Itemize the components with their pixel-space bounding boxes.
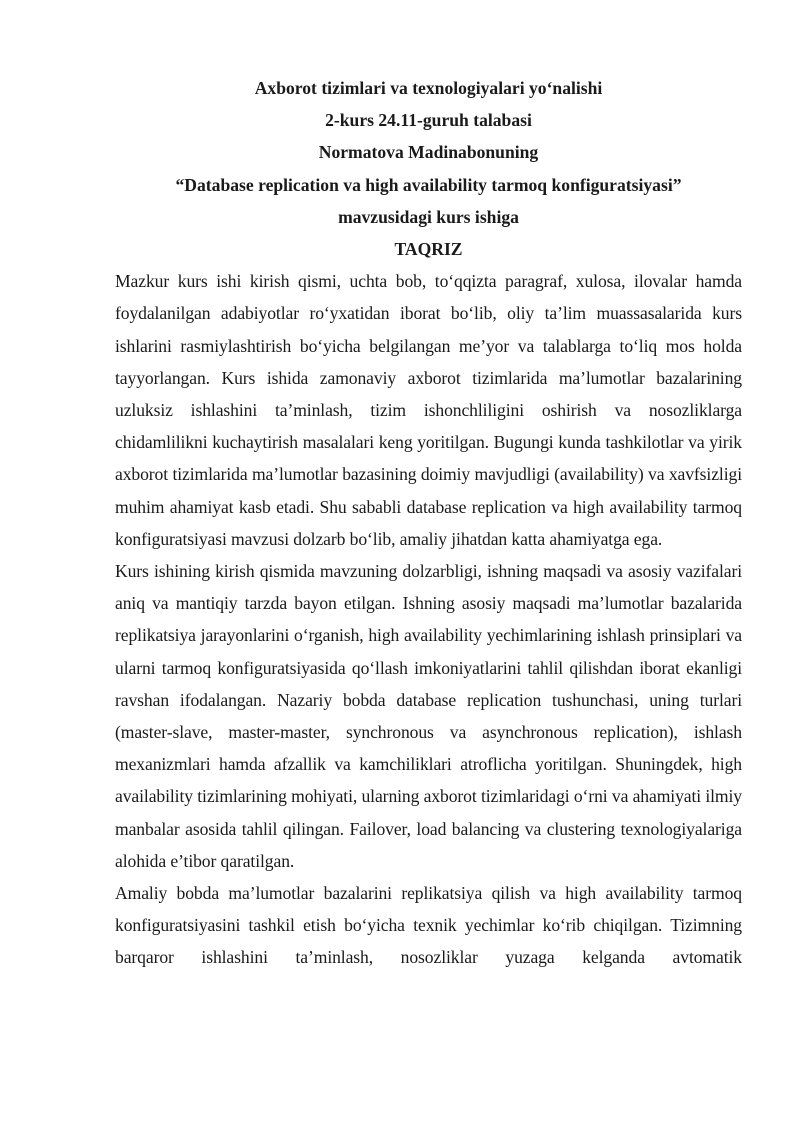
document-page [115,72,742,974]
heading-course-work: mavzusidagi kurs ishiga [338,206,519,227]
paragraph-theory: Kurs ishining kirish qismida mavzuning dolzarbligi, ishning maqsadi va asosiy vazifalari aniq va mantiqiy tarzda bayon etilgan. Ishning asosiy maqsadi ma’lumotlar bazalarida replikatsiya jarayonlarini o‘rganish, high availability yechimlarining ishlash prinsiplari va ularni tarmoq konfiguratsiyasida qo‘llash imkoniyatlarini tahlil qilishdan iborat ekanligi ravshan ifodalangan. Nazariy bobda database replication tushunchasi, uning turlari (master-slave, master-master, synchronous va asynchronous replication), ishlash mexanizmlari hamda afzallik va kamchiliklari atroflicha yoritilgan. Shuningdek, high availability tizimlarining mohiyati, ularning axborot tizimlaridagi o‘rni va ahamiyati ilmiy manbalar asosida tahlil qilingan. Failover, load balancing va clustering texnologiyalariga alohida e’tibor qaratilgan. [115,561,742,871]
paragraph-practice: Amaliy bobda ma’lumotlar bazalarini replikatsiya qilish va high availability tarmoq konfiguratsiyasini tashkil etish bo‘yicha texnik yechimlar ko‘rib chiqilgan. Tizimning barqaror ishlashini ta’minlash, nosozliklar yuzaga kelganda avtomatik [115,883,742,968]
heading-program: Axborot tizimlari va texnologiyalari yo‘nalishi [254,78,603,98]
heading-review-title: TAQRIZ [394,239,463,260]
document-heading [115,72,742,265]
review-body [115,265,742,973]
heading-student-name: Normatova Madinabonuning [318,142,539,163]
heading-topic: “Database replication va high availability tarmoq konfiguratsiyasi” [175,174,682,195]
heading-student-group: 2-kurs 24.11-guruh talabasi [325,110,532,131]
paragraph-intro: Mazkur kurs ishi kirish qismi, uchta bob, to‘qqizta paragraf, xulosa, ilovalar hamda foydalanilgan adabiyotlar ro‘yxatidan iborat bo‘lib, oliy ta’lim muassasalarida kurs ishlarini rasmiylashtirish bo‘yicha belgilangan me’yor va talablarga to‘liq mos holda tayyorlangan. Kurs ishida zamonaviy axborot tizimlarida ma’lumotlar bazalarining uzluksiz ishlashini ta’minlash, tizim ishonchliligini oshirish va nosozliklarga chidamlilikni kuchaytirish masalalari keng yoritilgan. Bugungi kunda tashkilotlar va yirik axborot tizimlarida ma’lumotlar bazasining doimiy mavjudligi (availability) va xavfsizligi muhim ahamiyat kasb etadi. Shu sababli database replication va high availability tarmoq konfiguratsiyasi mavzusi dolzarb bo‘lib, amaliy jihatdan katta ahamiyatga ega. [115,271,742,549]
